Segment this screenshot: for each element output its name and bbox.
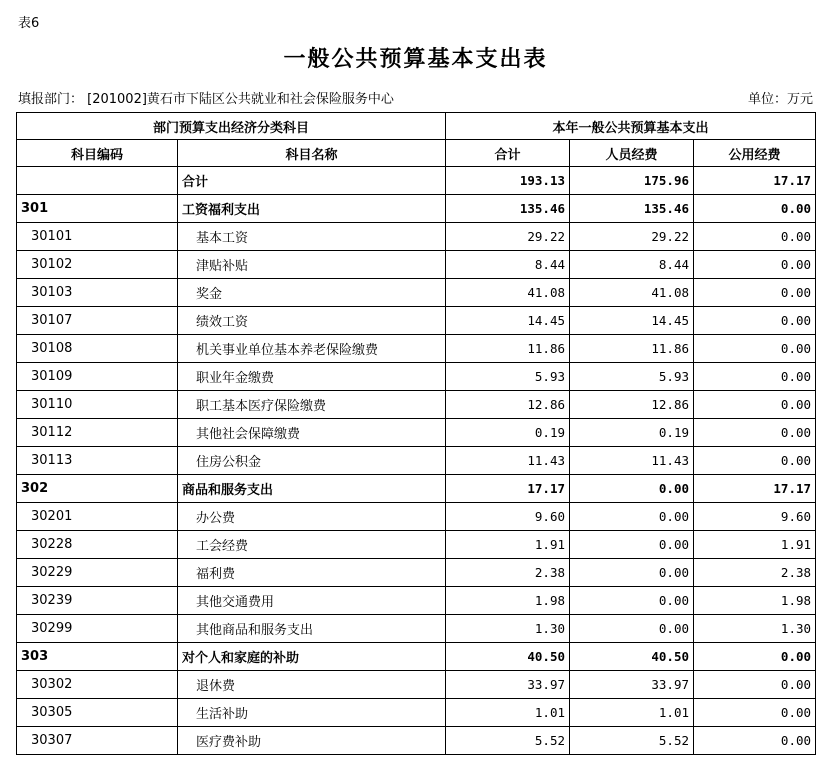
cell-name: 工资福利支出 (178, 195, 446, 223)
cell-personnel: 29.22 (570, 223, 694, 251)
cell-public: 0.00 (694, 223, 816, 251)
header-code: 科目编码 (17, 140, 178, 167)
cell-personnel: 40.50 (570, 643, 694, 671)
cell-code: 30228 (17, 531, 178, 559)
cell-code: 30307 (17, 727, 178, 755)
cell-name: 办公费 (178, 503, 446, 531)
cell-name: 对个人和家庭的补助 (178, 643, 446, 671)
cell-public: 0.00 (694, 727, 816, 755)
table-row (17, 251, 816, 279)
cell-total: 33.97 (446, 671, 570, 699)
cell-name: 合计 (178, 167, 446, 195)
cell-total: 193.13 (446, 167, 570, 195)
cell-personnel: 0.00 (570, 615, 694, 643)
cell-name: 其他社会保障缴费 (178, 419, 446, 447)
cell-total: 29.22 (446, 223, 570, 251)
cell-code: 30201 (17, 503, 178, 531)
header-group-row (17, 113, 816, 140)
cell-code: 30108 (17, 335, 178, 363)
table-row (17, 279, 816, 307)
cell-code: 30102 (17, 251, 178, 279)
header-column-row (17, 140, 816, 167)
cell-total: 17.17 (446, 475, 570, 503)
cell-name: 其他商品和服务支出 (178, 615, 446, 643)
table-row (17, 587, 816, 615)
cell-code: 30103 (17, 279, 178, 307)
unit-label: 单位：万元 (747, 92, 813, 107)
page-title: 一般公共预算基本支出表 (283, 46, 548, 72)
cell-personnel: 41.08 (570, 279, 694, 307)
department-info (18, 88, 394, 107)
cell-public: 0.00 (694, 363, 816, 391)
cell-personnel: 8.44 (570, 251, 694, 279)
table-row (17, 307, 816, 335)
cell-personnel: 0.00 (570, 559, 694, 587)
cell-name: 福利费 (178, 559, 446, 587)
category-row (17, 475, 816, 503)
header-name: 科目名称 (178, 140, 446, 167)
cell-name: 生活补助 (178, 699, 446, 727)
cell-personnel: 11.43 (570, 447, 694, 475)
cell-public: 17.17 (694, 475, 816, 503)
cell-personnel: 1.01 (570, 699, 694, 727)
cell-total: 1.98 (446, 587, 570, 615)
cell-total: 0.19 (446, 419, 570, 447)
cell-public: 0.00 (694, 335, 816, 363)
cell-name: 基本工资 (178, 223, 446, 251)
header-group-left: 部门预算支出经济分类科目 (17, 113, 446, 140)
table-row (17, 671, 816, 699)
cell-code: 30113 (17, 447, 178, 475)
cell-code: 302 (17, 475, 178, 503)
cell-personnel: 14.45 (570, 307, 694, 335)
cell-total: 1.91 (446, 531, 570, 559)
table-row (17, 727, 816, 755)
cell-name: 住房公积金 (178, 447, 446, 475)
cell-public: 0.00 (694, 671, 816, 699)
table-row (17, 447, 816, 475)
table-row (17, 531, 816, 559)
cell-total: 11.43 (446, 447, 570, 475)
cell-code: 30229 (17, 559, 178, 587)
cell-code (17, 167, 178, 195)
cell-code: 30239 (17, 587, 178, 615)
cell-name: 奖金 (178, 279, 446, 307)
cell-personnel: 11.86 (570, 335, 694, 363)
cell-total: 9.60 (446, 503, 570, 531)
table-row (17, 419, 816, 447)
table-row (17, 363, 816, 391)
cell-total: 2.38 (446, 559, 570, 587)
cell-public: 2.38 (694, 559, 816, 587)
meta-row (18, 88, 813, 108)
department-label: 填报部门： (18, 92, 84, 107)
cell-public: 0.00 (694, 251, 816, 279)
cell-total: 135.46 (446, 195, 570, 223)
cell-total: 14.45 (446, 307, 570, 335)
header-group-right: 本年一般公共预算基本支出 (446, 113, 816, 140)
cell-public: 0.00 (694, 419, 816, 447)
cell-public: 17.17 (694, 167, 816, 195)
table-label: 表6 (18, 16, 40, 31)
cell-public: 0.00 (694, 643, 816, 671)
cell-personnel: 0.00 (570, 503, 694, 531)
cell-name: 职工基本医疗保险缴费 (178, 391, 446, 419)
cell-code: 30299 (17, 615, 178, 643)
cell-personnel: 0.19 (570, 419, 694, 447)
cell-code: 30107 (17, 307, 178, 335)
cell-personnel: 0.00 (570, 531, 694, 559)
cell-code: 30110 (17, 391, 178, 419)
cell-personnel: 135.46 (570, 195, 694, 223)
cell-code: 30109 (17, 363, 178, 391)
category-row (17, 643, 816, 671)
cell-code: 30112 (17, 419, 178, 447)
cell-personnel: 175.96 (570, 167, 694, 195)
cell-code: 303 (17, 643, 178, 671)
cell-public: 0.00 (694, 699, 816, 727)
cell-public: 0.00 (694, 307, 816, 335)
cell-public: 1.98 (694, 587, 816, 615)
cell-code: 30302 (17, 671, 178, 699)
cell-personnel: 12.86 (570, 391, 694, 419)
cell-personnel: 5.93 (570, 363, 694, 391)
table-row (17, 335, 816, 363)
category-row (17, 195, 816, 223)
header-public: 公用经费 (694, 140, 816, 167)
cell-public: 1.91 (694, 531, 816, 559)
cell-public: 0.00 (694, 447, 816, 475)
header-personnel: 人员经费 (570, 140, 694, 167)
cell-code: 301 (17, 195, 178, 223)
cell-name: 医疗费补助 (178, 727, 446, 755)
table-row (17, 503, 816, 531)
total-row (17, 167, 816, 195)
cell-public: 0.00 (694, 195, 816, 223)
department-name: [201002]黄石市下陆区公共就业和社会保险服务中心 (87, 92, 394, 107)
cell-public: 0.00 (694, 279, 816, 307)
cell-name: 退休费 (178, 671, 446, 699)
table-row (17, 223, 816, 251)
cell-total: 41.08 (446, 279, 570, 307)
cell-total: 1.01 (446, 699, 570, 727)
table-row (17, 559, 816, 587)
cell-total: 5.93 (446, 363, 570, 391)
cell-total: 12.86 (446, 391, 570, 419)
table-row (17, 615, 816, 643)
cell-total: 5.52 (446, 727, 570, 755)
cell-name: 津贴补贴 (178, 251, 446, 279)
cell-public: 0.00 (694, 391, 816, 419)
table-row (17, 699, 816, 727)
cell-total: 40.50 (446, 643, 570, 671)
cell-name: 机关事业单位基本养老保险缴费 (178, 335, 446, 363)
cell-total: 8.44 (446, 251, 570, 279)
cell-personnel: 5.52 (570, 727, 694, 755)
cell-name: 其他交通费用 (178, 587, 446, 615)
cell-code: 30101 (17, 223, 178, 251)
cell-personnel: 0.00 (570, 475, 694, 503)
cell-name: 工会经费 (178, 531, 446, 559)
cell-name: 职业年金缴费 (178, 363, 446, 391)
table-row (17, 391, 816, 419)
cell-personnel: 0.00 (570, 587, 694, 615)
cell-total: 11.86 (446, 335, 570, 363)
cell-name: 绩效工资 (178, 307, 446, 335)
cell-name: 商品和服务支出 (178, 475, 446, 503)
cell-public: 9.60 (694, 503, 816, 531)
cell-public: 1.30 (694, 615, 816, 643)
cell-personnel: 33.97 (570, 671, 694, 699)
cell-total: 1.30 (446, 615, 570, 643)
header-total: 合计 (446, 140, 570, 167)
cell-code: 30305 (17, 699, 178, 727)
budget-table (16, 112, 816, 755)
